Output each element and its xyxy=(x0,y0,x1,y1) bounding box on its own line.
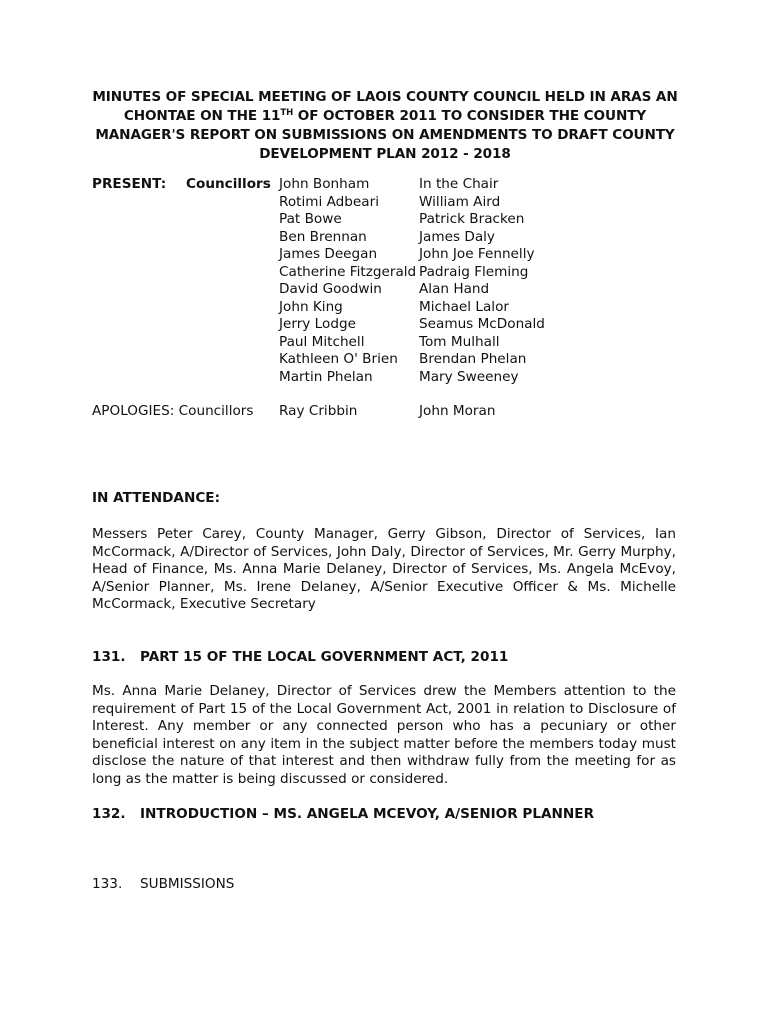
section-132-title: INTRODUCTION – MS. ANGELA MCEVOY, A/SENIOR PLANNER xyxy=(140,806,595,822)
councillor-name: Pat Bowe xyxy=(279,211,342,227)
section-131-paragraph: Ms. Anna Marie Delaney, Director of Services drew the Members attention to the requirement of Part 15 of the Local Government Act, 2001 in relation to Disclosure of Interest. Any member or any connected person who has a pecuniary or other beneficial interest on any item in the subject matter before the members today must disclose the nature of that interest and then withdraw fully from the meeting for as long as the matter is being discussed or considered. xyxy=(92,683,676,787)
councillor-name: Jerry Lodge xyxy=(279,316,356,332)
section-133-title: SUBMISSIONS xyxy=(140,876,235,892)
councillor-name: John Joe Fennelly xyxy=(419,246,535,262)
present-names-column-1 xyxy=(279,176,416,386)
apologies-name: John Moran xyxy=(419,403,496,419)
title-line-3: MANAGER'S REPORT ON SUBMISSIONS ON AMENDMENTS TO DRAFT COUNTY xyxy=(95,127,675,143)
councillor-name: James Daly xyxy=(419,228,495,245)
councillor-name: Paul Mitchell xyxy=(279,333,365,350)
section-131-number: 131. xyxy=(92,649,126,665)
councillor-name: Tom Mulhall xyxy=(419,333,500,350)
councillor-name: James Deegan xyxy=(279,246,378,262)
councillor-name: Catherine Fitzgerald xyxy=(279,263,417,280)
title-line-1: MINUTES OF SPECIAL MEETING OF LAOIS COUNTY COUNCIL HELD IN ARAS AN xyxy=(92,89,678,105)
councillor-name: Seamus McDonald xyxy=(419,316,545,332)
councillor-name: John Bonham xyxy=(279,176,370,192)
councillor-name: Patrick Bracken xyxy=(419,211,525,227)
section-131-title: PART 15 OF THE LOCAL GOVERNMENT ACT, 2011 xyxy=(140,649,509,665)
councillor-name: Padraig Fleming xyxy=(419,263,529,280)
councillor-name: Kathleen O' Brien xyxy=(279,351,398,367)
councillor-name: John King xyxy=(279,298,343,315)
present-role: Councillors xyxy=(186,176,271,192)
section-133-number: 133. xyxy=(92,876,123,892)
attendance-paragraph: Messers Peter Carey, County Manager, Gerry Gibson, Director of Services, Ian McCormack, A/Director of Services, John Daly, Director of Services, Mr. Gerry Murphy, Head of Finance, Ms. Anna Marie Delaney, Director of Services, Ms. Angela McEvoy, A/Senior Planner, Ms. Irene Delaney, A/Senior Executive Officer & Ms. Michelle McCormack, Executive Secretary xyxy=(92,526,676,613)
document-title xyxy=(90,88,680,164)
councillor-name: Ben Brennan xyxy=(279,228,367,245)
councillor-name: David Goodwin xyxy=(279,281,382,297)
councillor-name: Rotimi Adbeari xyxy=(279,193,379,210)
councillor-name: Martin Phelan xyxy=(279,368,373,385)
section-132-number: 132. xyxy=(92,806,126,822)
councillor-name: Brendan Phelan xyxy=(419,351,527,367)
councillor-name: In the Chair xyxy=(419,176,499,192)
councillor-name: William Aird xyxy=(419,193,501,210)
title-line-4: DEVELOPMENT PLAN 2012 - 2018 xyxy=(259,146,511,162)
apologies-label: APOLOGIES: Councillors xyxy=(92,403,254,419)
councillor-name: Alan Hand xyxy=(419,281,490,297)
councillor-name: Michael Lalor xyxy=(419,298,509,315)
title-line-2-part-b: OF OCTOBER 2011 TO CONSIDER THE COUNTY xyxy=(293,108,647,124)
title-line-2-part-a: CHONTAE ON THE 11 xyxy=(123,108,281,124)
attendance-heading: IN ATTENDANCE: xyxy=(92,490,221,506)
apologies-name: Ray Cribbin xyxy=(279,403,358,419)
present-names-column-2 xyxy=(419,176,545,386)
title-ordinal-suffix: TH xyxy=(280,108,294,118)
present-label: PRESENT: xyxy=(92,176,167,192)
title-line-2 xyxy=(90,107,680,126)
councillor-name: Mary Sweeney xyxy=(419,368,519,385)
